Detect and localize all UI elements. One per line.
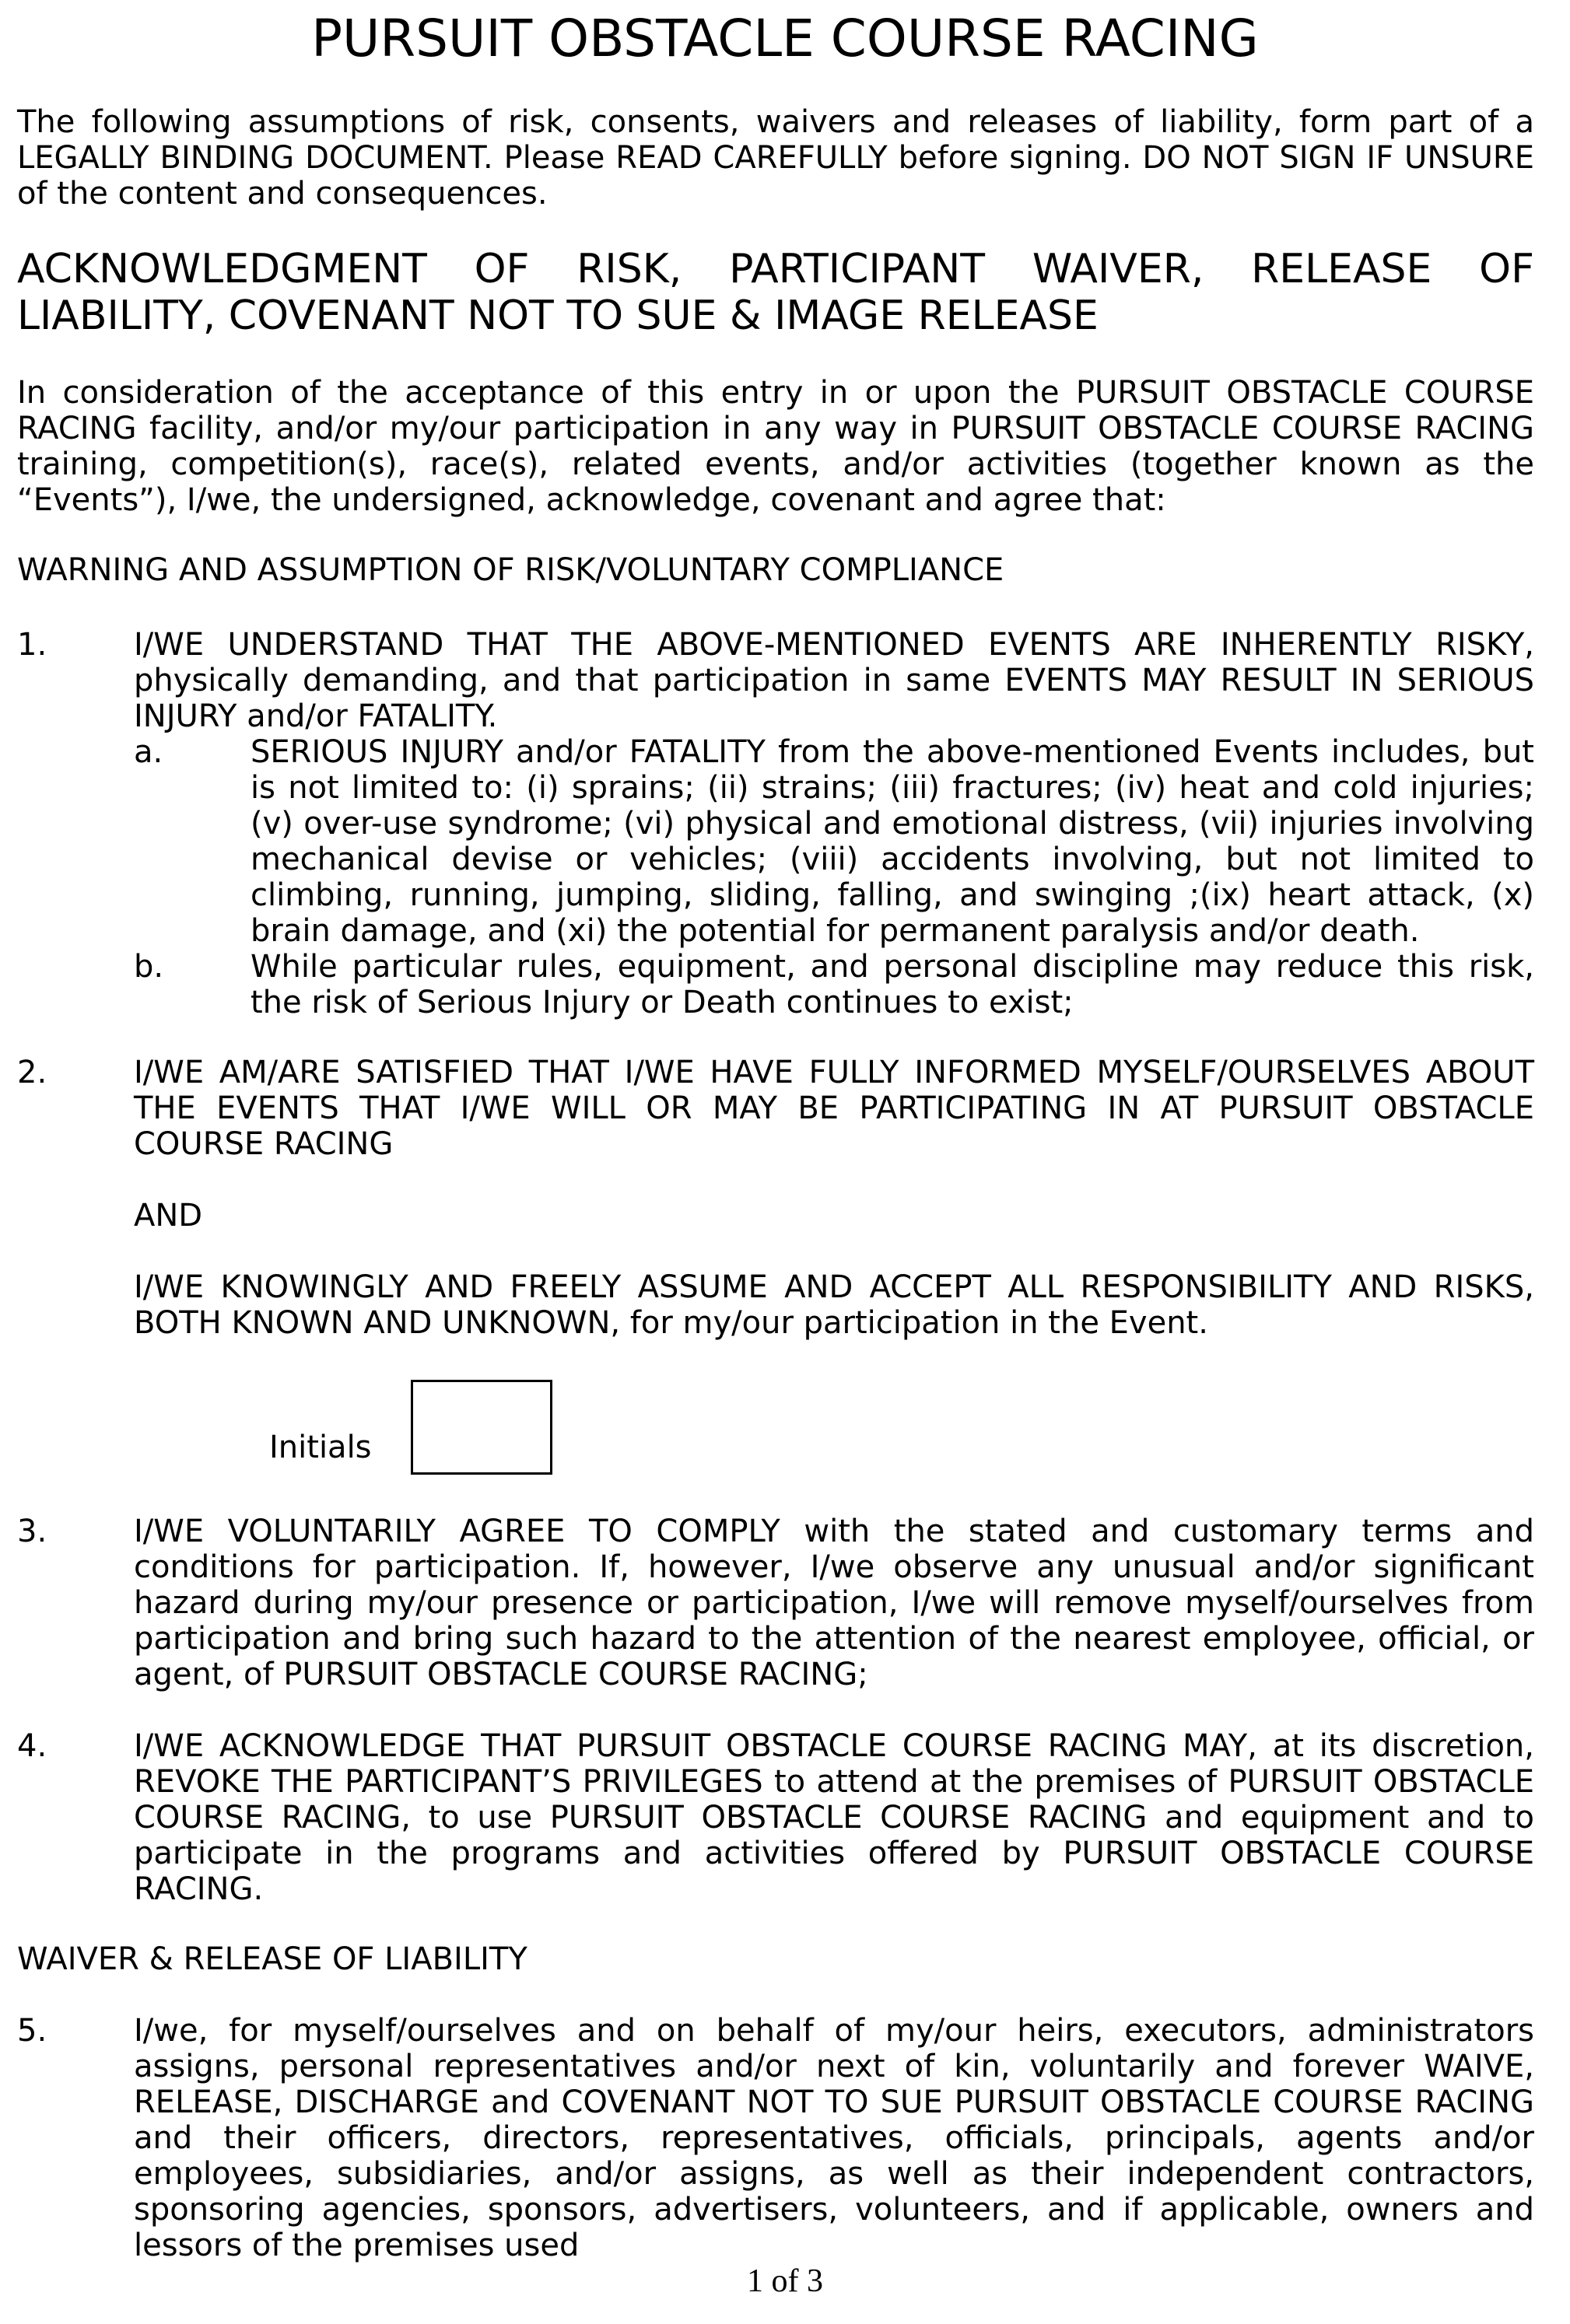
item-text-1: I/WE UNDERSTAND THAT THE ABOVE-MENTIONED EVENTS ARE INHERENTLY RISKY, physically demanding, and that participation in same EVENTS MAY RESULT IN SERIOUS INJURY and/or FATALITY. (134, 627, 1534, 734)
intro-paragraph: The following assumptions of risk, consents, waivers and releases of liability, form part of a LEGALLY BINDING DOCUMENT. Please READ CAREFULLY before signing. DO NOT SIGN IF UNSURE of the content and consequences. (17, 104, 1534, 212)
subitem-letter-b: b. (134, 949, 164, 985)
item-text-2-accept: I/WE KNOWINGLY AND FREELY ASSUME AND ACCEPT ALL RESPONSIBILITY AND RISKS, BOTH KNOWN AND UNKNOWN, for my/our participation in the Event. (134, 1269, 1534, 1341)
section-heading-waiver: WAIVER & RELEASE OF LIABILITY (17, 1941, 527, 1977)
initials-label: Initials (269, 1430, 372, 1465)
subitem-text-b: While particular rules, equipment, and personal discipline may reduce this risk, the risk of Serious Injury or Death continues to exist; (251, 949, 1534, 1020)
subitem-letter-a: a. (134, 734, 163, 770)
item-text-4: I/WE ACKNOWLEDGE THAT PURSUIT OBSTACLE COURSE RACING MAY, at its discretion, REVOKE THE PARTICIPANT’S PRIVILEGES to attend at the premises of PURSUIT OBSTACLE COURSE RACING, to use PURSUIT OBSTACLE COURSE RACING and equipment and to participate in the programs and activities offered by PURSUIT OBSTACLE COURSE RACING. (134, 1728, 1534, 1907)
subitem-text-a: SERIOUS INJURY and/or FATALITY from the above-mentioned Events includes, but is not limited to: (i) sprains; (ii) strains; (iii) fractures; (iv) heat and cold injuries; (v) over-use syndrome; (vi) physical and emotional distress, (vii) injuries involving mechanical devise or vehicles; (viii) accidents involving, but not limited to climbing, running, jumping, sliding, falling, and swinging ;(ix) heart attack, (x) brain damage, and (xi) the potential for permanent paralysis and/or death. (251, 734, 1534, 949)
page-number: 1 of 3 (747, 2263, 823, 2299)
item-number-3: 3. (17, 1514, 47, 1549)
item-number-4: 4. (17, 1728, 47, 1764)
item-number-2: 2. (17, 1055, 47, 1090)
main-heading: ACKNOWLEDGMENT OF RISK, PARTICIPANT WAIVER, RELEASE OF LIABILITY, COVENANT NOT TO SUE & IMAGE RELEASE (17, 246, 1534, 339)
section-heading-warning: WARNING AND ASSUMPTION OF RISK/VOLUNTARY COMPLIANCE (17, 552, 1004, 588)
initials-box[interactable] (411, 1380, 552, 1475)
page-title: PURSUIT OBSTACLE COURSE RACING (311, 9, 1259, 68)
item-number-5: 5. (17, 2013, 47, 2049)
item-text-3: I/WE VOLUNTARILY AGREE TO COMPLY with the stated and customary terms and conditions for participation. If, however, I/we observe any unusual and/or significant hazard during my/our presence or participation, I/we will remove myself/ourselves from participation and bring such hazard to the attention of the nearest employee, official, or agent, of PURSUIT OBSTACLE COURSE RACING; (134, 1514, 1534, 1692)
item-text-2: I/WE AM/ARE SATISFIED THAT I/WE HAVE FULLY INFORMED MYSELF/OURSELVES ABOUT THE EVENTS THAT I/WE WILL OR MAY BE PARTICIPATING IN AT PURSUIT OBSTACLE COURSE RACING (134, 1055, 1534, 1162)
item-number-1: 1. (17, 627, 47, 663)
item-2-and: AND (134, 1198, 203, 1234)
item-text-5: I/we, for myself/ourselves and on behalf of my/our heirs, executors, administrators assigns, personal representatives and/or next of kin, voluntarily and forever WAIVE, RELEASE, DISCHARGE and COVENANT NOT TO SUE PURSUIT OBSTACLE COURSE RACING and their officers, directors, representatives, officials, principals, agents and/or employees, subsidiaries, and/or assigns, as well as their independent contractors, sponsoring agencies, sponsors, advertisers, volunteers, and if applicable, owners and lessors of the premises used (134, 2013, 1534, 2263)
consideration-paragraph: In consideration of the acceptance of this entry in or upon the PURSUIT OBSTACLE COURSE RACING facility, and/or my/our participation in any way in PURSUIT OBSTACLE COURSE RACING training, competition(s), race(s), related events, and/or activities (together known as the “Events”), I/we, the undersigned, acknowledge, covenant and agree that: (17, 375, 1534, 518)
